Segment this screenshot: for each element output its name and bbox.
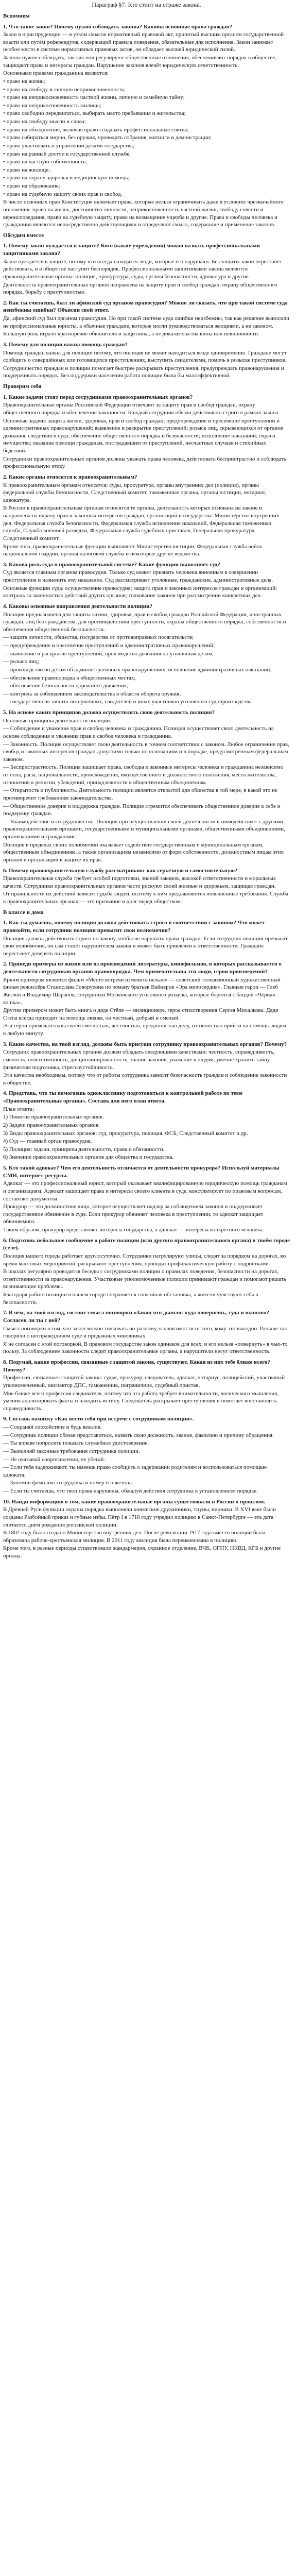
list-item: — государственная защита потерпевших, свидетелей и иных участников уголовного судопроизводства.: [3, 699, 253, 705]
answer-paragraph: Сотрудник правоохранительных органов должен обладать следующими качествами: честность, справедливость, смелость, ответственность, дисциплинированность, знание законов, уважение к людям, умение хранить тайну, физическая подготовка, стрессоустойчивость.: [3, 1049, 275, 1071]
question: 3. Какова роль суда в правоохранительной системе? Какие функции выполняет суд?: [3, 561, 220, 568]
list-item: — предупреждение и пресечение преступлений и административных правонарушений;: [3, 642, 215, 649]
answer-paragraph: Сотрудники правоохранительных органов должны уважать права человека, действовать беспристрастно и соблюдать профессиональную этику.: [3, 455, 286, 470]
list-item: 6) Значение правоохранительных органов для общества и государства.: [3, 1154, 174, 1161]
list-item: • право на охрану здоровья и медицинскую помощь;: [3, 175, 130, 181]
answer-paragraph: Я не согласен с этой поговоркой. В правовом государстве закон одинаков для всех, и его нельзя «повернуть» в чью-то пользу. За соблюдением законности следят правоохранительные органы, а нарушители несут ответственность.: [3, 1341, 288, 1355]
plan-list: [3, 1113, 290, 1161]
answer-paragraph: Правоохранительные органы Российской Федерации отвечают за защиту прав и свобод граждан, охрану общественного порядка и обеспечение законности. Каждый сотрудник обязан действовать строго в рамках закона.: [3, 402, 280, 416]
answer-paragraph: К правоохранительным органам относятся: суды, прокуратура, органы внутренних дел (полиция), органы федеральной службы безопасности, Следственный комитет, таможенные органы, органы юстиции, нотариат, адвокатура.: [3, 482, 267, 503]
section-heading-remember: Вспомним: [3, 12, 30, 19]
answer-paragraph: Мне ближе всего профессия следователя, потому что эта работа требует внимательности, логического мышления, умения анализировать факты и находить истину. Следователь раскрывает преступления и помогает восстановить справедливость.: [3, 1390, 279, 1412]
list-item: • право собираться мирно, без оружия, проводить собрания, митинги и демонстрации;: [3, 134, 212, 141]
list-item: — производство по делам об административных правонарушениях, исполнение административных наказаний;: [3, 666, 272, 673]
answer-paragraph: Адвокат — это профессиональный юрист, который оказывает квалифицированную юридическую помощь гражданам и организациям. Адвокат защищает права и интересы своего клиента в суде, консультирует по правовым вопросам, составляет документы.: [3, 1180, 287, 1202]
memo-list: [3, 1423, 290, 1495]
section-heading-check: Проверим себя: [3, 383, 42, 390]
question: 4. Представь, что ты помогаешь однокласснику подготовиться к контрольной работе по теме «Правоохранительные органы». Составь для него план ответа.: [3, 1090, 243, 1105]
list-item: — Сохраняй спокойствие и будь вежлив.: [3, 1424, 102, 1431]
answer-paragraph: Другим примером может быть книга о дяде Стёпе — милиционере, герое стихотворения Сергея Михалкова. Дядя Стёпа всегда приходит на помощь людям, он честный, добрый и смелый.: [3, 1007, 278, 1021]
answer-paragraph: Кроме того, правоохранительные функции выполняют Министерство юстиции, Федеральная служба войск национальной гвардии, органы налоговой службы и некоторые другие ведомства.: [3, 543, 263, 557]
list-item: — Взаимодействие и сотрудничество. Полиция при осуществлении своей деятельности взаимодействует с другими правоохранительными органами, государственными и муниципальными органами, общественными объединениями, организациями и гражданами.: [3, 818, 285, 840]
answer-paragraph: В России к правоохранительным органам относятся те органы, деятельность которых основана на законе и направлена на охрану прав и законных интересов граждан, организаций и государства: Министерство внутренних дел, Федеральная служба безопасности, Федеральная служба исполнения наказаний, Федеральная таможенная служба, Служба внешней разведки, Федеральная служба судебных приставов, Генеральная прокуратура, Следственный комитет.: [3, 505, 280, 541]
list-item: — Сотрудник полиции обязан представиться, назвать свою должность, звание, фамилию и причину обращения.: [3, 1432, 274, 1438]
list-item: • право на жизнь;: [3, 78, 45, 84]
answer-paragraph: В Древней Руси функции охраны порядка выполняли княжеские дружинники, тиуны, вирники. В XVI веке были созданы Разбойный приказ и губные избы. Пётр I в 1718 году учредил полицию в Санкт-Петербурге — эта дата считается днём рождения российской полиции.: [3, 1506, 276, 1528]
list-item: • право на неприкосновенность жилища;: [3, 102, 101, 109]
answer-paragraph: Основными правами гражданина являются:: [3, 70, 109, 77]
question: 8. Подумай, какие профессии, связанные с защитой закона, существуют. Какая из них тебе ближе всего? Почему?: [3, 1359, 270, 1373]
list-item: — обеспечение безопасности дорожного движения;: [3, 683, 129, 689]
page-title: Параграф §7. Кто стоит на страже закона.: [92, 1, 201, 8]
answer-paragraph: Большую роль играло красноречие обвинителя и защитника, а не доказательства вины или невиновности.: [3, 331, 259, 337]
answer-paragraph: Кроме того, в разные периоды существовали жандармерия, охранное отделение, ВЧК, ОГПУ, НКВД, КГБ и другие органы.: [3, 1545, 281, 1560]
answer-paragraph: Помощь граждан важна для полиции потому, что полиция не может находиться везде одновременно. Граждане могут сообщить о совершённых или готовящихся преступлениях, выступить свидетелями, помочь в розыске преступников.: [3, 349, 287, 364]
answer-paragraph: Суд является главным органом правосудия. Только суд может признать человека виновным в совершении преступления и назначить ему наказание. Суд рассматривает уголовные, гражданские, административные дела.: [3, 569, 273, 584]
question: 3. Почему для полиции важна помощь граждан?: [3, 341, 128, 348]
list-item: — Законность. Полиция осуществляет свою деятельность в точном соответствии с законом. Любое ограничение прав, свобод и законных интересов граждан допустимо только по основаниям и в порядке, предусмотренным федеральным законом.: [3, 741, 289, 762]
question: 4. Каковы основные направления деятельности полиции?: [3, 603, 152, 609]
list-item: 4) Суд — главный орган правосудия.: [3, 1138, 92, 1145]
list-item: • право на неприкосновенность частной жизни, личную и семейную тайну;: [3, 94, 185, 101]
list-item: — Ты вправе попросить показать служебное удостоверение.: [3, 1440, 149, 1447]
answer-paragraph: Полиция предназначена для защиты жизни, здоровья, прав и свобод граждан Российской Федерации, иностранных граждан, лиц без гражданства, для противодействия преступности, охраны общественного порядка, собственности и обеспечения общественной безопасности.: [3, 611, 286, 633]
list-item: — обеспечение правопорядка в общественных местах;: [3, 674, 136, 681]
list-item: • право на объединение, включая право создавать профессиональные союзы;: [3, 126, 189, 133]
section-heading-discuss: Обсудим вместе: [3, 232, 44, 239]
answer-paragraph: Полиция в пределах своих полномочий оказывает содействие государственным и муниципальным органам, общественным объединениям, а также организациям независимо от форм собственности, должностным лицам этих органов и организаций в защите их прав.: [3, 841, 284, 863]
question: 6. Подготовь небольшое сообщение о работе полиции (или другого правоохранительного органа) в твоём городе (селе).: [3, 1237, 290, 1251]
question: 2. Какие органы относятся к правоохранительным?: [3, 473, 137, 480]
answer-paragraph: Смысл поговорки в том, что закон можно толковать по-разному, в зависимости от того, кому это выгодно. Раньше так говорили о несправедливом суде и продажных чиновниках.: [3, 1325, 287, 1340]
list-item: — защита личности, общества, государства от противоправных посягательств;: [3, 634, 194, 641]
answer-paragraph: Таким образом, прокурор представляет интересы государства, а адвокат — интересы конкретного человека.: [3, 1227, 264, 1233]
answer-paragraph: Благодаря работе полиции в нашем городе сохраняется спокойная обстановка, а жители чувствуют себя в безопасности.: [3, 1292, 258, 1306]
answer-paragraph: Полиция должна действовать строго по закону, чтобы не нарушать права граждан. Если сотрудник полиции превысит свои полномочия, он сам станет нарушителем закона и может быть привлечён к ответственности. Граждане перестанут доверять полиции.: [3, 935, 288, 957]
answer-paragraph: В 1802 году было создано Министерство внутренних дел. После революции 1917 года вместо полиции была образована рабоче-крестьянская милиция. В 2011 году милиция была переименована в полицию.: [3, 1530, 266, 1544]
question: 9. Составь памятку «Как вести себя при встрече с сотрудником полиции».: [3, 1416, 194, 1422]
principles-list: [3, 725, 290, 840]
list-item: — Если тебя задерживают, ты имеешь право сообщить о задержании родителям и воспользоваться помощью адвоката.: [3, 1464, 267, 1478]
answer-paragraph: Да, афинский суд был органом правосудия. Но при такой системе суда ошибки неизбежны, так как решение выносили не профессиональные юристы, а обычные граждане, которые могли руководствоваться эмоциями, а не законом.: [3, 315, 289, 329]
question: 2. Как ты считаешь, был ли афинский суд органом правосудия? Можно ли сказать, что при такой системе суда неизбежны ошибки? Объясни свой ответ.: [3, 299, 288, 314]
list-item: • право на свободу и личную неприкосновенность;: [3, 86, 126, 93]
list-item: 5) Полиция: задачи, принципы деятельности, права и обязанности.: [3, 1146, 165, 1153]
answer-paragraph: Полиция нашего города работает круглосуточно. Сотрудники патрулируют улицы, следят за порядком на дорогах, во время массовых мероприятий, раскрывают преступления, проводят профилактическую работу с подростками.: [3, 1252, 286, 1267]
answer-paragraph: Деятельность правоохранительных органов направлена на защиту прав и свобод граждан, охрану общественного порядка, борьбу с преступностью.: [3, 281, 277, 296]
rights-list: [3, 78, 290, 198]
list-item: — Запомни фамилию сотрудника и номер его жетона.: [3, 1480, 133, 1486]
list-item: — Не оказывай сопротивления, не убегай.: [3, 1456, 105, 1463]
list-item: — Соблюдение и уважение прав и свобод человека и гражданина. Полиция осуществляет свою деятельность на основе соблюдения и уважения прав и свобод человека и гражданина.: [3, 725, 274, 739]
answer-paragraph: Законы нужно соблюдать, так как они регулируют общественные отношения, обеспечивают порядок в обществе, защищают права и интересы граждан. Нарушение законов влечёт юридическую ответственность.: [3, 55, 277, 69]
answer-paragraph: Основные функции суда: осуществление правосудия; защита прав и законных интересов граждан и организаций; контроль за законностью действий других органов; толкование законов при рассмотрении конкретных дел.: [3, 585, 277, 599]
answer-paragraph: Сотрудничество граждан и полиции помогает быстрее раскрывать преступления, предупреждать правонарушения и поддерживать порядок. Без поддержки населения работа полиции была бы малоэффективной.: [3, 365, 284, 379]
question: 1. Что такое закон? Почему нужно соблюдать законы? Каковы основные права граждан?: [3, 23, 233, 30]
list-item: — Если ты считаешь, что твои права нарушены, обжалуй действия сотрудника в установленном порядке.: [3, 1488, 258, 1495]
answer-paragraph: Закон в юриспруденции — в узком смысле нормативный правовой акт, принятый высшим органом государственной власти или путём референдума, содержащий правила поведения, обязательные для исполнения. Закон занимает особое место в системе нормативных правовых актов, он обладает высшей юридической силой.: [3, 31, 284, 53]
question: 5. На основе каких принципов должна осуществлять свою деятельность полиция?: [3, 709, 215, 716]
list-item: • право на образование;: [3, 183, 60, 190]
list-item: • право свободно передвигаться, выбирать место пребывания и жительства;: [3, 110, 186, 117]
answer-paragraph: Профессии, связанные с защитой закона: судья, прокурор, следователь, адвокат, нотариус, полицейский, участковый уполномоченный, инспектор ДПС, таможенник, пограничник, судебный пристав.: [3, 1375, 285, 1388]
question: 5. Кто такой адвокат? Чем его деятельность отличается от деятельности прокурора? Используй материалы СМИ, интернет-ресурсы.: [3, 1165, 280, 1179]
list-item: 3) Виды правоохранительных органов: суд, прокуратура, полиция, ФСБ, Следственный комитет и др.: [3, 1130, 248, 1137]
question: 6. Почему правоохранительную службу рассматривают как серьёзную и самостоятельную?: [3, 867, 238, 874]
answer-paragraph: Правоохранительная служба требует особой подготовки, знаний законов, высокой ответственности и моральных качеств. Сотрудники правоохранительных органов часто рискуют своей жизнью и здоровьем, защищая граждан.: [3, 875, 276, 889]
section-heading-tasks: В классе и дома: [3, 909, 44, 916]
list-item: — Беспристрастность. Полиция защищает права, свободы и законные интересы человека и гражданина независимо от пола, расы, национальности, происхождения, имущественного и должностного положения, места жительства, отношения к религии, убеждений, принадлежности к общественным объединениям.: [3, 764, 284, 786]
answer-paragraph: Основные принципы деятельности полиции:: [3, 717, 112, 724]
list-item: • право на равный доступ к государственной службе;: [3, 150, 131, 157]
answer-paragraph: В школах регулярно проводятся беседы с сотрудниками полиции о правилах поведения, безопасности на дорогах, ответственности за правонарушения. Участковые уполномоченные полиции принимают граждан и помогают решать возникающие проблемы.: [3, 1268, 286, 1290]
answer-paragraph: В число основных прав Конституция включает права, которые нельзя ограничивать даже в условиях чрезвычайного положения: право на жизнь, достоинство личности, неприкосновенность частной жизни, свободу совести и вероисповедания, право на судебную защиту, право на возмещение ущерба и другие. Права и свободы человека и гражданина являются непосредственно действующими и определяют смысл, содержание и применение законов.: [3, 199, 284, 228]
list-item: 1) Понятие правоохранительных органов.: [3, 1114, 104, 1121]
list-item: — Открытость и публичность. Деятельность полиции является открытой для общества в той мере, в какой это не противоречит требованиям законодательства.: [3, 787, 277, 801]
question: 1. Почему закон нуждается в защите? Кого (какие учреждения) можно назвать профессиональными защитниками закона?: [3, 243, 260, 257]
answer-paragraph: План ответа:: [3, 1106, 34, 1112]
question: 1. Как ты думаешь, почему полиция должна действовать строго в соответствии с законом? Что может произойти, если сотрудник полиции превысит свои полномочия?: [3, 920, 265, 934]
question: 10. Найди информацию о том, какие правоохранительные органы существовали в России в прошлом.: [3, 1498, 265, 1505]
question: 3. Какие качества, на твой взгляд, должны быть присущи сотруднику правоохранительных органов? Почему?: [3, 1041, 287, 1047]
answer-paragraph: От правильности их действий зависит судьба людей, поэтому к ним предъявляются повышенные требования. Служба в правоохранительных органах — это призвание и долг перед обществом.: [3, 891, 288, 905]
answer-paragraph: Основные задачи: защита жизни, здоровья, прав и свобод граждан; предупреждение и пресечение преступлений и административных правонарушений; выявление и раскрытие преступлений; розыск лиц, скрывающихся от органов дознания, следствия и суда; обеспечение общественного порядка и безопасности; исполнение наказаний; охрана имущества; оказание помощи гражданам, пострадавшим от преступлений, несчастных случаев и стихийных бедствий.: [3, 417, 283, 454]
list-item: — контроль за соблюдением законодательства в области оборота оружия;: [3, 690, 181, 697]
question: 1. Какие задачи стоят перед сотрудниками правоохранительных органов?: [3, 394, 193, 400]
answer-paragraph: Закон нуждается в защите, потому что всегда находятся люди, которые его нарушают. Без защиты закон перестанет действовать, и в обществе наступит беспорядок. Профессиональными защитниками закона являются правоохранительные органы: полиция, прокуратура, суды, органы безопасности, адвокатура и другие.: [3, 258, 282, 280]
list-item: 2) Задачи правоохранительных органов.: [3, 1122, 100, 1128]
list-item: • право на свободу мысли и слова;: [3, 118, 86, 125]
list-item: — Общественное доверие и поддержка граждан. Полиция стремится обеспечивать общественное доверие к себе и поддержку граждан.: [3, 803, 281, 817]
list-item: — розыск лиц;: [3, 658, 39, 665]
question: 7. В чём, на твой взгляд, состоит смысл поговорки «Закон что дышло: куда повернёшь, туда и вышло»? Согласен ли ты с ней?: [3, 1310, 269, 1324]
question: 2. Приведи примеры из жизни или из произведений литературы, кинофильмов, в которых рассказывается о деятельности сотрудников органов правопорядка. Чем примечательны эти люди, герои произведений?: [3, 961, 282, 975]
answer-paragraph: Эти герои примечательны своей смелостью, честностью, преданностью делу, готовностью прийти на помощь людям в любую минуту.: [3, 1023, 286, 1037]
answer-paragraph: Ярким примером является фильм «Место встречи изменить нельзя» — советский телевизионный художественный фильм режиссёра Станислава Говорухона по роману братьев Вайнеров «Эра милосердия». Главные герои — Глеб Жеглов и Владимир Шарапов, сотрудники Московского уголовного розыска, которые борются с бандой «Чёрная кошка».: [3, 976, 281, 1006]
answer-paragraph: Эти качества необходимы, потому что от работы сотрудника зависит безопасность граждан и соблюдение законности в обществе.: [3, 1072, 287, 1086]
list-item: • право на частную собственность;: [3, 159, 88, 165]
list-item: • право участвовать в управлении делами государства;: [3, 142, 134, 149]
answer-paragraph: Прокурор — это должностное лицо, которое осуществляет надзор за соблюдением законов и поддерживает государственное обвинение в суде. Если прокурор обвиняет человека в преступлении, то адвокат защищает обвиняемого.: [3, 1204, 264, 1225]
list-item: • право на судебную защиту своих прав и свобод.: [3, 191, 123, 197]
list-item: — Выполняй законные требования сотрудника полиции.: [3, 1448, 140, 1454]
directions-list: [3, 634, 290, 706]
list-item: — выявление и раскрытие преступлений, производство дознания по уголовным делам;: [3, 650, 214, 657]
list-item: • право на жилище;: [3, 166, 50, 173]
